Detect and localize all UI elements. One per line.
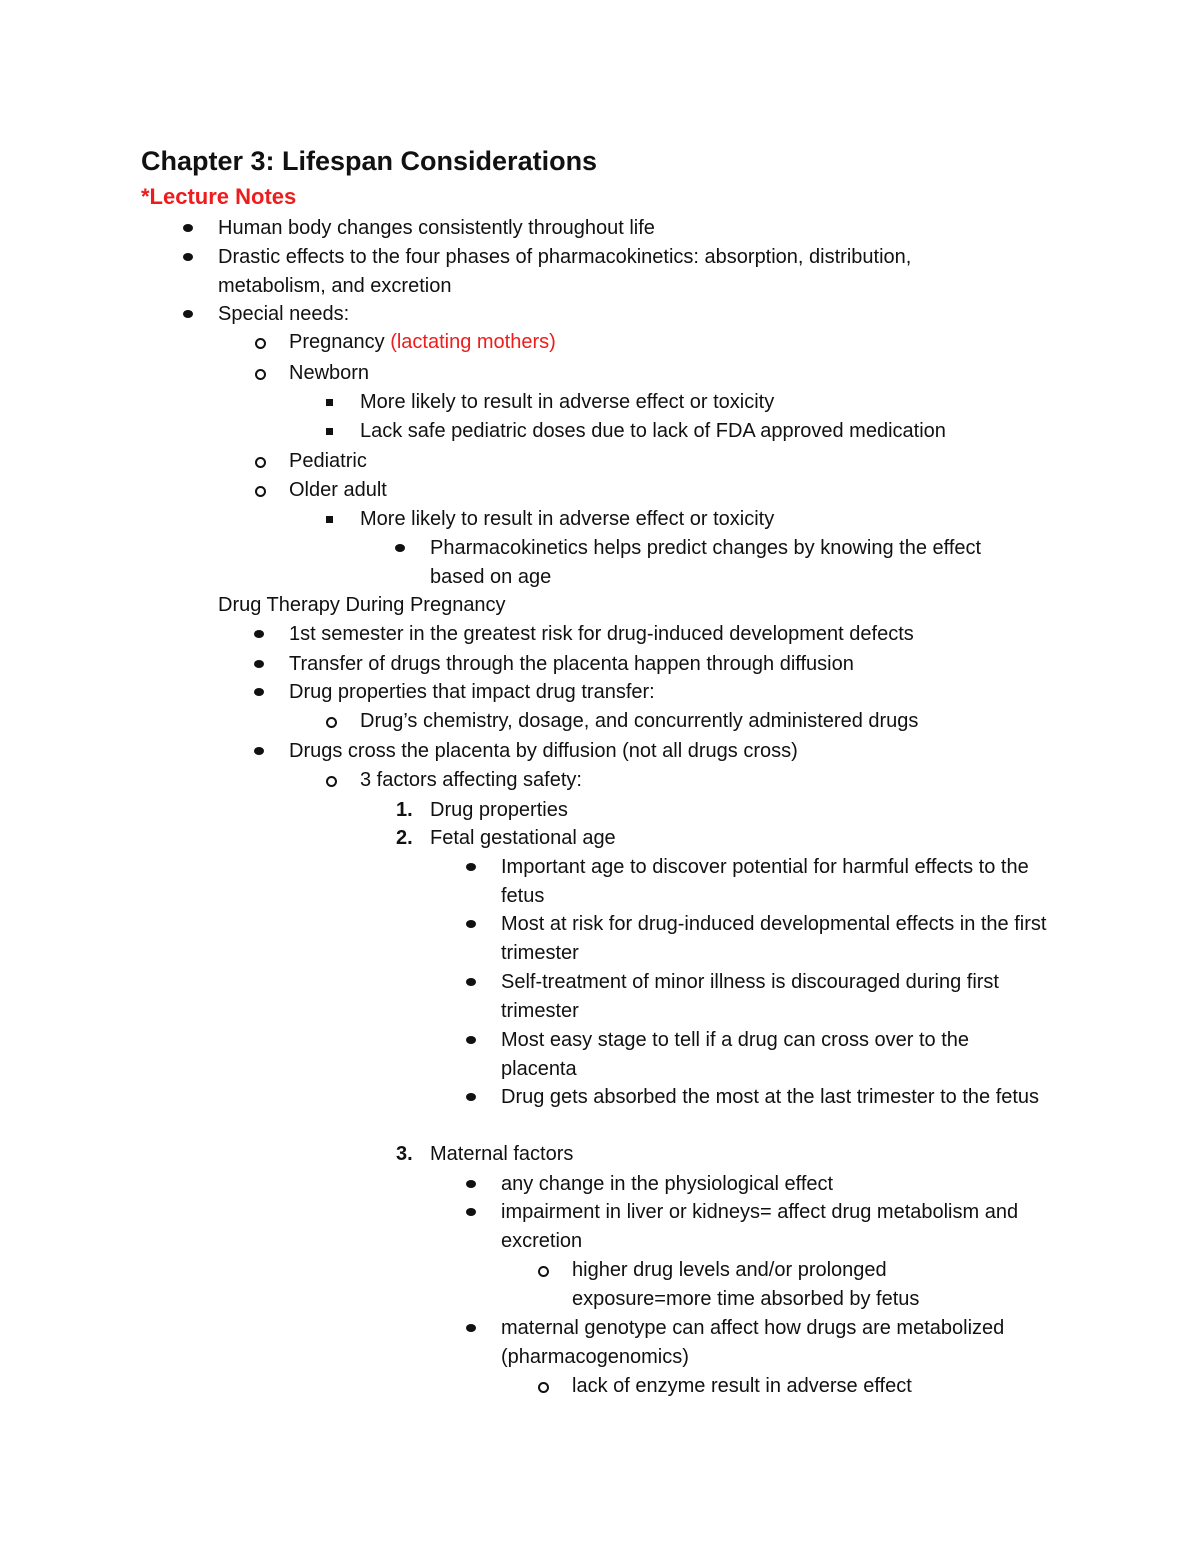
circle-bullet-icon (255, 338, 266, 349)
list-item: higher drug levels and/or prolonged exposure=more time absorbed by fetus (572, 1256, 992, 1314)
list-item: Drug’s chemistry, dosage, and concurrently administered drugs (360, 707, 1060, 736)
numbered-item: 1. Drug properties (430, 796, 1050, 825)
list-item: Most easy stage to tell if a drug can cross over to the placenta (501, 1026, 1021, 1084)
list-item: Drug gets absorbed the most at the last trimester to the fetus (501, 1083, 1061, 1112)
list-item: More likely to result in adverse effect or toxicity (360, 388, 1060, 417)
bullet-icon (466, 978, 476, 986)
bullet-icon (254, 630, 264, 638)
bullet-icon (466, 920, 476, 928)
list-item: maternal genotype can affect how drugs are metabolized (pharmacogenomics) (501, 1314, 1061, 1372)
list-item: Important age to discover potential for harmful effects to the fetus (501, 853, 1061, 911)
bullet-icon (466, 1036, 476, 1044)
bullet-icon (254, 688, 264, 696)
list-item: impairment in liver or kidneys= affect drug metabolism and excretion (501, 1198, 1041, 1256)
circle-bullet-icon (538, 1266, 549, 1277)
bullet-icon (254, 747, 264, 755)
list-item: Special needs: (218, 300, 1038, 329)
list-item: Drugs cross the placenta by diffusion (not all drugs cross) (289, 737, 1049, 766)
circle-bullet-icon (255, 369, 266, 380)
section-heading: Drug Therapy During Pregnancy (218, 594, 506, 616)
pregnancy-note: (lactating mothers) (390, 331, 556, 353)
numbered-item: 3. Maternal factors (430, 1140, 1050, 1169)
list-item-newborn: Newborn (289, 359, 989, 388)
circle-bullet-icon (255, 486, 266, 497)
bullet-icon (466, 1093, 476, 1101)
list-item: Drastic effects to the four phases of pharmacokinetics: absorption, distribution, metabolism, and excretion (218, 243, 998, 301)
page-title: Chapter 3: Lifespan Considerations (141, 146, 598, 176)
bullet-icon (183, 253, 193, 261)
item-number: 1. (396, 799, 413, 821)
item-number: 2. (396, 827, 413, 849)
bullet-icon (466, 1180, 476, 1188)
circle-bullet-icon (326, 776, 337, 787)
list-item-pregnancy: Pregnancy (lactating mothers) (289, 328, 989, 357)
item-number: 3. (396, 1143, 413, 1165)
circle-bullet-icon (326, 717, 337, 728)
list-item-pediatric: Pediatric (289, 447, 989, 476)
bullet-icon (466, 1324, 476, 1332)
square-bullet-icon (326, 428, 333, 435)
bullet-icon (254, 660, 264, 668)
circle-bullet-icon (255, 457, 266, 468)
bullet-icon (183, 310, 193, 318)
bullet-icon (183, 224, 193, 232)
numbered-item: 2. Fetal gestational age (430, 824, 1050, 853)
list-item: Human body changes consistently throughout life (218, 214, 1038, 243)
list-item: More likely to result in adverse effect or toxicity (360, 505, 1060, 534)
list-item: Self-treatment of minor illness is discouraged during first trimester (501, 968, 1061, 1026)
square-bullet-icon (326, 516, 333, 523)
list-item-older-adult: Older adult (289, 476, 989, 505)
list-item: Drug properties that impact drug transfer: (289, 678, 1049, 707)
list-item: Pharmacokinetics helps predict changes by knowing the effect based on age (430, 534, 1040, 592)
list-item: any change in the physiological effect (501, 1170, 1061, 1199)
bullet-icon (395, 544, 405, 552)
bullet-icon (466, 863, 476, 871)
lecture-notes-label: *Lecture Notes (141, 184, 297, 209)
list-item: Transfer of drugs through the placenta happen through diffusion (289, 650, 1049, 679)
circle-bullet-icon (538, 1382, 549, 1393)
list-item: 3 factors affecting safety: (360, 766, 1060, 795)
bullet-icon (466, 1208, 476, 1216)
list-item: Lack safe pediatric doses due to lack of FDA approved medication (360, 417, 1060, 446)
list-item: 1st semester in the greatest risk for drug-induced development defects (289, 620, 1049, 649)
list-item: lack of enzyme result in adverse effect (572, 1372, 1052, 1401)
list-item: Most at risk for drug-induced developmental effects in the first trimester (501, 910, 1066, 968)
square-bullet-icon (326, 399, 333, 406)
